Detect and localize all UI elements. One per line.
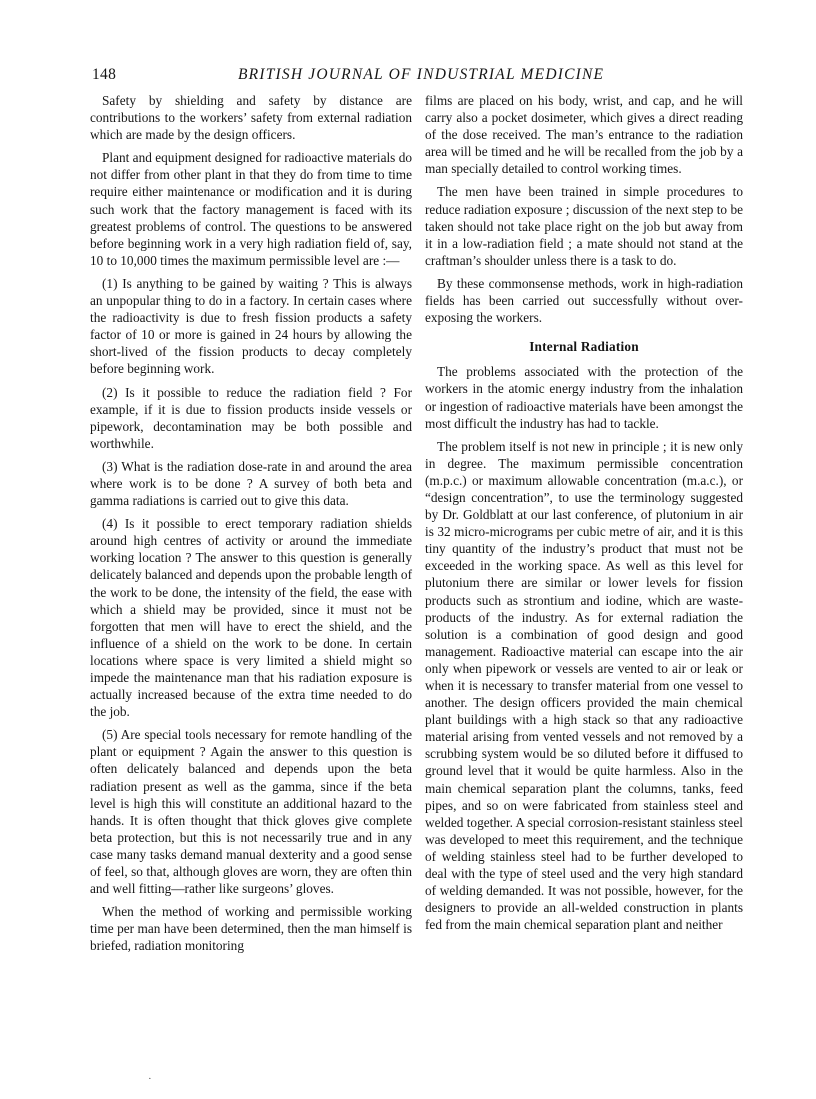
paragraph: Safety by shielding and safety by distance are contributions to the workers’ safety from external radiation which are made by the design officers. [90,93,412,143]
paragraph: The men have been trained in simple procedures to reduce radiation exposure ; discussion of the next step to be taken should not take place right on the job but away from it in a low-radiation field ; a mate should not stand at the craftman’s shoulder unless there is a task to do. [425,184,743,268]
paragraph: The problem itself is not new in principle ; it is new only in degree. The maximum permissible concentration (m.p.c.) or maximum allowable concentration (m.a.c.), or “design concentration”, to use the terminology suggested by Dr. Goldblatt at our last conference, of plutonium in air is 32 micro-micrograms per cubic metre of air, and it is this tiny quantity of the industry’s product that must not be exceeded in the working space. As well as this level for plutonium there are similar or lower levels for fission products such as strontium and iodine, which are waste-products of the industry. As for external radiation the solution is a combination of good design and good management. Radioactive material can escape into the air only when pipework or vessels are vented to air or leak or when it is necessary to transfer material from one vessel to another. The design officers provided the main chemical plant buildings with a high stack so that any radioactive material arising from vented vessels and not removed by a scrubbing system would be so diluted before it diffused to ground level that it would be quite harmless. Also in the main chemical separation plant the columns, tanks, feed pipes, and so on were fabricated from stainless steel and welded together. A special corrosion-resistant stainless steel was developed to meet this requirement, and the technique of welding stainless steel had to be further developed to deal with the type of steel used and the very high standard of welding demanded. It was not possible, however, for the designers to provide an all-welded construction in plants fed from the main chemical separation plant and neither [425,438,743,933]
page-number: 148 [92,66,117,83]
footer-mark: · [148,1073,152,1085]
section-heading: Internal Radiation [529,339,639,355]
list-item: (4) Is it possible to erect temporary radiation shields around high centres of activity or around the immediate working location ? The answer to this question is generally delicately balanced and depends upon the probable length of the work to be done, the intensity of the field, the ease with which a shield may be provided, since it must not be forgotten that men will have to erect the shield, and the influence of a shield on the work to be done. In certain locations where space is very limited a shield might so impede the maintenance man that his radiation exposure is actually increased because of the extra time needed to do the job. [90,516,412,720]
paragraph: Plant and equipment designed for radioactive materials do not differ from other plant in that they do from time to time require either maintenance or modification and it is during such work that the factory management is faced with its greatest problems of control. The questions to be answered before beginning work in a very high radiation field of, say, 10 to 10,000 times the maximum permissible level are :— [90,150,412,268]
right-column [425,92,743,939]
list-item: (3) What is the radiation dose-rate in and around the area where work is to be done ? A survey of both beta and gamma radiations is carried out to give this data. [90,458,412,509]
paragraph: When the method of working and permissible working time per man have been determined, then the man himself is briefed, radiation monitoring [90,904,412,954]
list-item: (5) Are special tools necessary for remote handling of the plant or equipment ? Again the answer to this question is often delicately balanced and depends upon the beta radiation present as well as the gamma, since if the beta level is high this will constitute an additional hazard to the hands. It is often thought that thick gloves give complete beta protection, but this is not necessarily true and in any case many tasks demand manual dexterity and a good sense of feel, so that, although gloves are worn, they are often thin and well fitting—rather like surgeons’ gloves. [90,727,412,897]
paragraph: By these commonsense methods, work in high-radiation fields has been carried out successfully without over-exposing the workers. [425,275,743,326]
journal-title: BRITISH JOURNAL OF INDUSTRIAL MEDICINE [238,66,605,83]
paragraph-continuation: films are placed on his body, wrist, and cap, and he will carry also a pocket dosimeter, which gives a direct reading of the dose received. The man’s entrance to the radiation area will be timed and he will be recalled from the job by a man specially detailed to control working times. [425,93,743,177]
left-column [90,92,412,961]
list-item: (1) Is anything to be gained by waiting ? This is always an unpopular thing to do in a factory. In certain cases where the radioactivity is due to fresh fission products a safety factor of 10 or more is gained in 24 hours by allowing the short-lived of the fission products to decay completely before beginning work. [90,275,412,377]
paragraph: The problems associated with the protection of the workers in the atomic energy industry from the inhalation or ingestion of radioactive materials have been amongst the most difficult the industry has had to tackle. [425,364,743,431]
list-item: (2) Is it possible to reduce the radiation field ? For example, if it is due to fission products inside vessels or pipework, decontamination may be both possible and worthwhile. [90,384,412,451]
